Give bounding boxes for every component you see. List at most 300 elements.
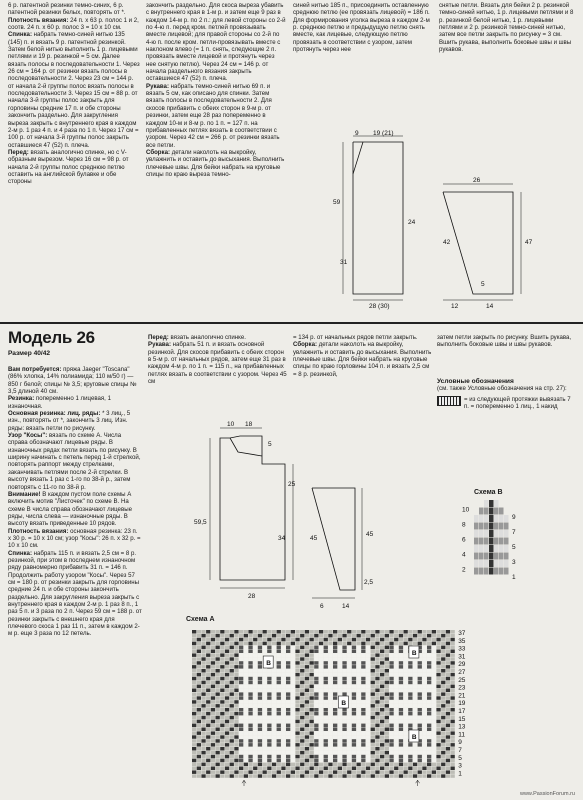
chart-a-cell xyxy=(206,657,210,661)
chart-a-cell xyxy=(234,704,238,708)
chart-a-cell xyxy=(432,673,436,677)
chart-a-cell xyxy=(413,708,417,712)
chart-a-cell xyxy=(404,661,408,665)
chart-a-cell xyxy=(216,716,220,720)
chart-b-left-label: 6 xyxy=(462,536,466,544)
chart-a-cell xyxy=(342,673,346,677)
chart-a-cell xyxy=(206,673,210,677)
chart-a-cell xyxy=(277,751,281,755)
chart-a-cell xyxy=(324,685,328,689)
chart-a-cell xyxy=(352,720,356,724)
chart-a-cell xyxy=(314,685,318,689)
chart-a-cell xyxy=(253,716,257,720)
chart-a-cell xyxy=(239,696,243,700)
chart-a-cell xyxy=(295,638,299,642)
chart-a-cell xyxy=(385,743,389,747)
chart-a-cell xyxy=(385,677,389,681)
chart-a-cell xyxy=(385,700,389,704)
chart-a-cell xyxy=(197,731,201,735)
chart-a-cell xyxy=(441,731,445,735)
chart-a-cell xyxy=(295,770,299,774)
chart-a-cell xyxy=(352,712,356,716)
chart-a-cell xyxy=(404,642,408,646)
chart-a-cell xyxy=(441,700,445,704)
chart-a-cell xyxy=(333,673,337,677)
chart-a-cell xyxy=(272,646,276,650)
chart-a-cell xyxy=(192,720,196,724)
chart-a-cell xyxy=(342,650,346,654)
chart-a-cell xyxy=(305,700,309,704)
chart-a-cell xyxy=(418,712,422,716)
chart-a-cell xyxy=(399,767,403,771)
chart-a-cell xyxy=(239,677,243,681)
chart-a-cell xyxy=(404,731,408,735)
chart-a-cell xyxy=(451,653,455,657)
chart-a-cell xyxy=(404,692,408,696)
chart-a-cell xyxy=(211,755,215,759)
chart-a-cell xyxy=(220,692,224,696)
chart-a-cell xyxy=(380,634,384,638)
chart-a-cell xyxy=(385,755,389,759)
chart-a-cell xyxy=(305,665,309,669)
chart-a-cell xyxy=(324,673,328,677)
chart-a-cell xyxy=(441,728,445,732)
chart-a-cell xyxy=(328,731,332,735)
chart-a-cell xyxy=(408,708,412,712)
chart-a-cell xyxy=(197,642,201,646)
chart-a-cell xyxy=(230,767,234,771)
chart-a-cell xyxy=(253,767,257,771)
chart-a-cell xyxy=(413,685,417,689)
chart-a-cell xyxy=(286,669,290,673)
paragraph-text: набрать темно-синей нитью 69 п. и вязать 5 см, как описано для спинки. Затем вязать полосы в последовательности 2. Для скосов прибавить с обеих сторон в 9-м р. от резинки, затем еще 28 раз попеременно в каждом 10-м и 8-м р. по 1 п. = 127 п. на прибавленных петлях вязать в соответствии с узором. Через 42 см = 266 р. от резинки вязать все петли. xyxy=(146,82,280,149)
paragraph xyxy=(439,2,577,53)
chart-a-cell xyxy=(338,642,342,646)
chart-a-cell xyxy=(300,739,304,743)
chart-a-cell xyxy=(295,685,299,689)
chart-a-cell xyxy=(432,665,436,669)
top-body-height: 59 xyxy=(333,199,341,206)
chart-a-cell xyxy=(371,665,375,669)
chart-a-cell xyxy=(291,657,295,661)
chart-a-cell xyxy=(333,677,337,681)
chart-a-cell xyxy=(206,681,210,685)
chart-a-cell xyxy=(404,630,408,634)
chart-a-cell xyxy=(418,677,422,681)
chart-a-cell xyxy=(201,677,205,681)
chart-b-right-label: 7 xyxy=(512,529,516,536)
chart-a-cell xyxy=(342,747,346,751)
chart-a-cell xyxy=(375,650,379,654)
chart-a-cell xyxy=(413,716,417,720)
chart-a-cell xyxy=(263,630,267,634)
chart-a-cell xyxy=(239,661,243,665)
paragraph xyxy=(146,149,286,178)
chart-a-cell xyxy=(314,653,318,657)
chart-a-cell xyxy=(300,634,304,638)
chart-a-cell xyxy=(248,747,252,751)
chart-a-cell xyxy=(192,770,196,774)
paragraph xyxy=(148,341,288,385)
paragraph-text: вязать по схеме А. Числа справа обозначают лицевые ряды. В изнаночных рядах петли вязать по рисунку. В ширину начинать с петель перед 1-й стрелкой, повторять раппорт между стрелками, заканчивать петлями после 2-й стрелки. В высоту вязать 1 раз с 1-го по 38-й р., затем повторять с 11-го по 38-й р. xyxy=(8,432,141,491)
chart-a-grid xyxy=(184,626,504,786)
chart-a-cell xyxy=(371,657,375,661)
chart-a-cell xyxy=(328,724,332,728)
chart-a-cell xyxy=(206,642,210,646)
chart-a-cell xyxy=(267,634,271,638)
chart-a-cell xyxy=(239,743,243,747)
chart-a-cell xyxy=(361,767,365,771)
chart-b-cell xyxy=(489,530,494,537)
chart-a-cell xyxy=(380,759,384,763)
chart-a-cell xyxy=(267,630,271,634)
chart-a-cell xyxy=(286,712,290,716)
chart-b-cell xyxy=(474,553,479,560)
chart-b-right-label: 9 xyxy=(512,514,516,521)
chart-a-cell xyxy=(352,724,356,728)
chart-a-cell xyxy=(281,767,285,771)
chart-a-cell xyxy=(192,755,196,759)
chart-a-cell xyxy=(394,716,398,720)
chart-a-cell xyxy=(230,689,234,693)
chart-a-cell xyxy=(310,735,314,739)
repeat-arrow-icon xyxy=(416,780,420,786)
chart-a-cell xyxy=(324,708,328,712)
chart-a-cell xyxy=(201,630,205,634)
chart-a-cell xyxy=(314,735,318,739)
chart-a-cell xyxy=(333,704,337,708)
chart-a-cell xyxy=(328,767,332,771)
chart-a-cell xyxy=(441,755,445,759)
chart-a-cell xyxy=(197,728,201,732)
chart-a-cell xyxy=(319,716,323,720)
chart-b-cell xyxy=(499,538,504,545)
chart-a-cell xyxy=(201,673,205,677)
chart-b-cell xyxy=(479,538,484,545)
chart-a-cell xyxy=(220,774,224,778)
top-body-bottom: 28 (30) xyxy=(369,303,390,310)
chart-a-cell xyxy=(295,653,299,657)
chart-a-cell xyxy=(436,774,440,778)
chart-a-cell xyxy=(380,669,384,673)
chart-a-cell xyxy=(427,716,431,720)
chart-a-cell xyxy=(408,716,412,720)
chart-a-cell xyxy=(277,677,281,681)
chart-a-cell xyxy=(418,716,422,720)
chart-a-cell xyxy=(263,634,267,638)
chart-a-cell xyxy=(234,700,238,704)
chart-a-cell xyxy=(286,735,290,739)
chart-a-cell xyxy=(220,642,224,646)
chart-a-cell xyxy=(206,692,210,696)
chart-a-cell xyxy=(206,650,210,654)
chart-a-cell xyxy=(230,770,234,774)
chart-a-cell xyxy=(324,739,328,743)
chart-a-cell xyxy=(239,755,243,759)
chart-a-cell xyxy=(310,724,314,728)
chart-a-cell xyxy=(375,653,379,657)
chart-a-cell xyxy=(404,743,408,747)
chart-a-cell xyxy=(206,751,210,755)
top-body-part: 24 xyxy=(408,219,416,226)
chart-a-cell xyxy=(427,692,431,696)
chart-a-cell xyxy=(338,685,342,689)
chart-a-cell xyxy=(342,716,346,720)
chart-a-cell xyxy=(206,661,210,665)
chart-a-cell xyxy=(225,681,229,685)
chart-a-cell xyxy=(248,767,252,771)
chart-a-cell xyxy=(201,685,205,689)
chart-a-cell xyxy=(451,700,455,704)
chart-a-cell xyxy=(436,630,440,634)
chart-a-cell xyxy=(300,692,304,696)
chart-a-cell xyxy=(394,731,398,735)
chart-a-cell xyxy=(366,673,370,677)
chart-a-cell xyxy=(267,638,271,642)
chart-a-cell xyxy=(366,767,370,771)
chart-a-cell xyxy=(211,665,215,669)
chart-a-cell xyxy=(399,653,403,657)
chart-a-cell xyxy=(366,739,370,743)
chart-b-cell xyxy=(479,515,484,522)
chart-a-cell xyxy=(324,720,328,724)
chart-a-cell xyxy=(404,763,408,767)
chart-a-cell xyxy=(253,728,257,732)
chart-a-cell xyxy=(319,708,323,712)
chart-a-cell xyxy=(441,692,445,696)
chart-a-cell xyxy=(333,689,337,693)
chart-a-cell xyxy=(248,708,252,712)
chart-a-cell xyxy=(300,767,304,771)
chart-b-cell xyxy=(489,523,494,530)
chart-a-cell xyxy=(314,751,318,755)
chart-a-cell xyxy=(347,720,351,724)
chart-a-cell xyxy=(295,759,299,763)
chart-a-cell xyxy=(371,712,375,716)
chart-a-cell xyxy=(432,728,436,732)
chart-a-cell xyxy=(375,743,379,747)
chart-a-cell xyxy=(201,665,205,669)
chart-a-cell xyxy=(216,685,220,689)
chart-a-cell xyxy=(446,767,450,771)
chart-a-cell xyxy=(286,704,290,708)
chart-a-cell xyxy=(314,716,318,720)
chart-a-cell xyxy=(366,653,370,657)
chart-a-cell xyxy=(281,716,285,720)
chart-a-cell xyxy=(408,743,412,747)
chart-a-cell xyxy=(375,630,379,634)
chart-a-cell xyxy=(394,646,398,650)
chart-a-cell xyxy=(225,642,229,646)
chart-a-cell xyxy=(258,731,262,735)
top-column-2 xyxy=(146,2,286,178)
chart-a-cell xyxy=(192,728,196,732)
chart-a-cell xyxy=(244,681,248,685)
chart-a-cell xyxy=(239,673,243,677)
paragraph-text: набрать темно-синей нитью 135 (145) п. и вязать 9 р. патентной резинкой. Затем белой нитью выполнить 1 р. лицевыми петлями и 19 р. резинкой = 5 см. Далее вязать полосы в последовательности 1. Через 26 см = 164 р. от резинки вязать полосы в последовательности 2. Через 23 см = 144 р. от начала 2-й группы полос вязать полосы в последовательности 3. Через 15 см = 88 р. от начала 3-й группы полос закрыть для горловины средние 17 п. и обе стороны закончить раздельно. Для закругления выреза закрыть с внутреннего края в каждом 2-м р. 1 раз 4 п. и 4 раза по 1 п. Через 17 см = 100 р. от начала 3-й группы полос закрыть оставшиеся 47 (52) п. плеча. xyxy=(8,31,140,149)
chart-a-cell xyxy=(248,653,252,657)
chart-a-cell xyxy=(399,669,403,673)
chart-a-cell xyxy=(310,638,314,642)
chart-a-cell xyxy=(408,770,412,774)
chart-a-cell xyxy=(258,712,262,716)
chart-a-cell xyxy=(305,716,309,720)
chart-a-cell xyxy=(272,759,276,763)
chart-a-cell xyxy=(220,755,224,759)
chart-a-cell xyxy=(427,689,431,693)
chart-a-cell xyxy=(291,767,295,771)
chart-a-cell xyxy=(272,755,276,759)
chart-a-cell xyxy=(192,696,196,700)
chart-a-cell xyxy=(310,774,314,778)
chart-a-cell xyxy=(192,685,196,689)
chart-a-cell xyxy=(291,642,295,646)
chart-a-cell xyxy=(291,634,295,638)
chart-a-cell xyxy=(286,759,290,763)
chart-a-cell xyxy=(441,716,445,720)
chart-a-cell xyxy=(300,638,304,642)
chart-a-cell xyxy=(324,696,328,700)
chart-a-cell xyxy=(413,700,417,704)
chart-a-cell xyxy=(342,661,346,665)
chart-a-cell xyxy=(286,642,290,646)
chart-a-cell xyxy=(389,767,393,771)
chart-a-cell xyxy=(211,743,215,747)
chart-a-cell xyxy=(385,720,389,724)
paragraph-heading: Внимание! xyxy=(8,490,41,498)
chart-a-cell xyxy=(291,665,295,669)
chart-a-cell xyxy=(394,739,398,743)
chart-a-cell xyxy=(408,692,412,696)
chart-a-cell xyxy=(258,770,262,774)
chart-a-cell xyxy=(366,681,370,685)
chart-a-cell xyxy=(244,696,248,700)
chart-a-cell xyxy=(366,735,370,739)
chart-a-cell xyxy=(248,774,252,778)
chart-a-cell xyxy=(230,774,234,778)
chart-a-cell xyxy=(291,650,295,654)
chart-b-left-label: 10 xyxy=(462,506,470,514)
chart-a-cell xyxy=(291,755,295,759)
chart-a-cell xyxy=(239,763,243,767)
chart-a-cell xyxy=(394,696,398,700)
chart-a-cell xyxy=(220,743,224,747)
chart-a-cell xyxy=(239,735,243,739)
chart-b-cell xyxy=(494,560,499,567)
chart-a-cell xyxy=(413,774,417,778)
chart-a-cell xyxy=(394,653,398,657)
chart-a-cell xyxy=(371,759,375,763)
chart-b-grid xyxy=(462,498,534,582)
chart-a-cell xyxy=(357,716,361,720)
chart-a-cell xyxy=(446,751,450,755)
chart-a-cell xyxy=(300,630,304,634)
chart-a-cell xyxy=(225,677,229,681)
chart-a-cell xyxy=(328,743,332,747)
chart-a-cell xyxy=(319,751,323,755)
chart-a-cell xyxy=(230,759,234,763)
chart-a-cell xyxy=(324,692,328,696)
chart-a-cell xyxy=(361,661,365,665)
chart-a-cell xyxy=(286,751,290,755)
chart-a-cell xyxy=(347,731,351,735)
chart-a-cell xyxy=(422,708,426,712)
chart-a-cell xyxy=(352,728,356,732)
chart-a-cell xyxy=(413,634,417,638)
chart-a-cell xyxy=(357,692,361,696)
chart-a-cell xyxy=(206,770,210,774)
chart-a-cell xyxy=(394,677,398,681)
chart-a-cell xyxy=(338,767,342,771)
chart-a-cell xyxy=(281,724,285,728)
chart-a-cell xyxy=(225,735,229,739)
chart-a-cell xyxy=(272,763,276,767)
chart-a-cell xyxy=(375,720,379,724)
chart-a-cell xyxy=(225,774,229,778)
chart-a-cell xyxy=(338,650,342,654)
chart-a-cell xyxy=(272,770,276,774)
chart-a-cell xyxy=(234,673,238,677)
chart-a-cell xyxy=(422,657,426,661)
chart-a-cell xyxy=(333,650,337,654)
chart-a-cell xyxy=(305,704,309,708)
chart-a-cell xyxy=(216,731,220,735)
chart-a-cell xyxy=(192,669,196,673)
chart-a-cell xyxy=(314,747,318,751)
chart-a-cell xyxy=(319,700,323,704)
chart-a-cell xyxy=(211,716,215,720)
chart-a-cell xyxy=(418,724,422,728)
chart-a-cell xyxy=(366,685,370,689)
chart-a-cell xyxy=(263,751,267,755)
chart-b-left-label: 8 xyxy=(462,521,466,529)
chart-a-cell xyxy=(239,708,243,712)
chart-a-cell xyxy=(201,642,205,646)
chart-a-cell xyxy=(258,646,262,650)
chart-a-cell xyxy=(361,774,365,778)
chart-a-cell xyxy=(357,759,361,763)
chart-a-cell xyxy=(347,692,351,696)
chart-b-cell xyxy=(494,568,499,575)
chart-a-cell xyxy=(324,669,328,673)
chart-a-cell xyxy=(300,642,304,646)
chart-a-cell xyxy=(380,739,384,743)
chart-a-cell xyxy=(211,634,215,638)
top-schematics xyxy=(293,124,583,320)
chart-a-cell xyxy=(375,735,379,739)
chart-a-cell xyxy=(342,665,346,669)
chart-a-cell xyxy=(277,712,281,716)
chart-a-cell xyxy=(408,630,412,634)
chart-a-cell xyxy=(413,669,417,673)
chart-a-cell xyxy=(357,696,361,700)
paragraph-text: детали наколоть на выкройку, увлажнить и оставить до высыхания. Выполнить плечевые швы. Для бейки набрать на круговые спицы по краю выреза темно- xyxy=(146,148,285,178)
chart-a-cell xyxy=(342,728,346,732)
chart-a-cell xyxy=(281,728,285,732)
paragraph xyxy=(8,149,140,186)
chart-a-cell xyxy=(418,669,422,673)
chart-a-cell xyxy=(225,770,229,774)
bottom-body-height: 59,5 xyxy=(194,519,207,526)
bottom-body-neck: 10 xyxy=(227,421,235,428)
chart-a-cell xyxy=(230,751,234,755)
chart-a-cell xyxy=(328,665,332,669)
chart-a-cell xyxy=(216,642,220,646)
chart-a-cell xyxy=(295,634,299,638)
chart-a-cell xyxy=(342,724,346,728)
chart-b-cell xyxy=(484,515,489,522)
chart-a-cell xyxy=(253,704,257,708)
